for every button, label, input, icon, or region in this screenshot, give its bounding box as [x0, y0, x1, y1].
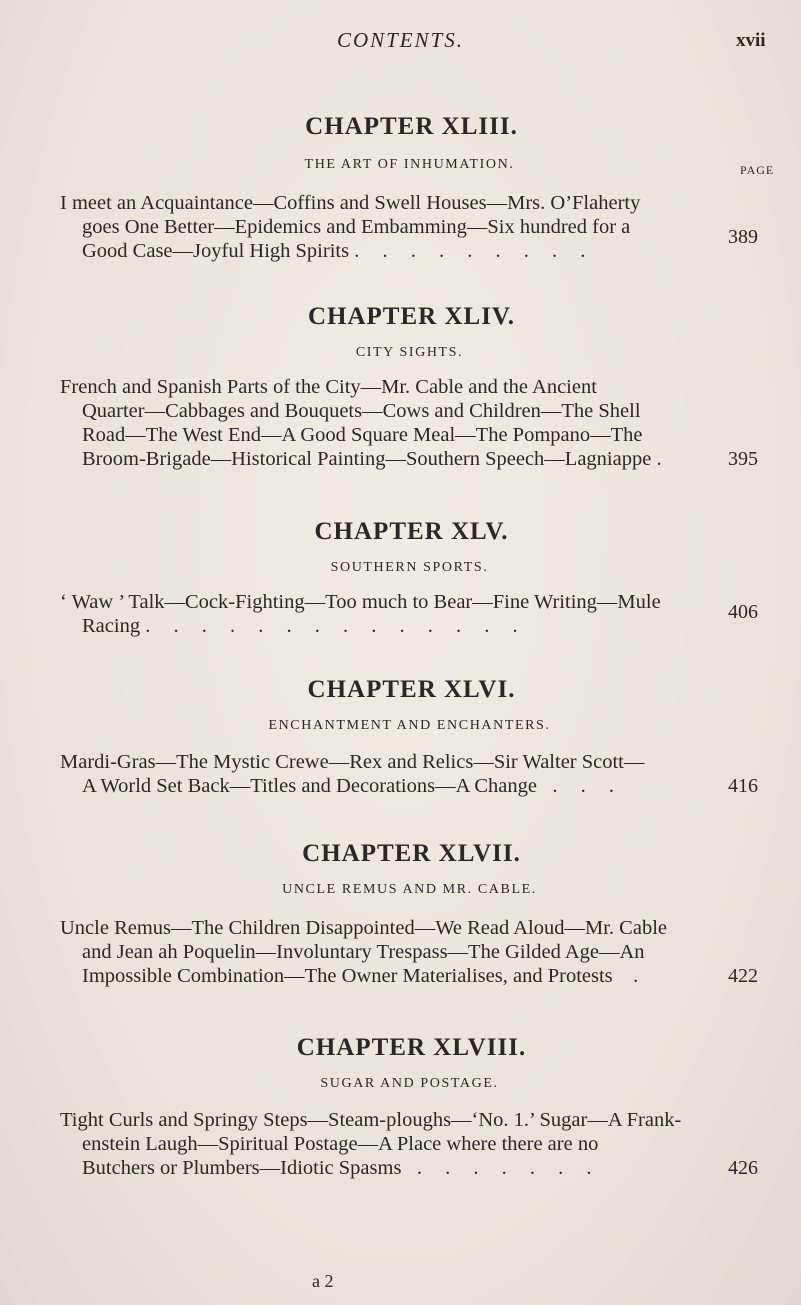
- chapter-46: [0, 676, 801, 798]
- chapter-subtitle: THE ART OF INHUMATION.: [304, 157, 515, 172]
- page-reference: 426: [728, 1157, 758, 1179]
- chapter-47: [0, 840, 801, 988]
- chapter-summary: [60, 916, 758, 988]
- summary-line: goes One Better—Epidemics and Embamming—Six hundred for a: [82, 216, 631, 238]
- summary-line: ‘ Waw ’ Talk—Cock-Fighting—Too much to Bear—Fine Writing—Mule: [60, 591, 661, 613]
- summary-line: Racing . . . . . . . . . . . . . .: [82, 615, 527, 637]
- summary-line: Road—The West End—A Good Square Meal—The Pompano—The: [82, 424, 643, 446]
- leader-dots: . . . . . . . . .: [354, 240, 595, 262]
- chapter-title: CHAPTER XLV.: [314, 518, 509, 545]
- chapter-45: [0, 518, 801, 638]
- chapter-title: CHAPTER XLIV.: [307, 303, 516, 330]
- chapter-title: CHAPTER XLIII.: [305, 113, 518, 140]
- summary-line: Mardi-Gras—The Mystic Crewe—Rex and Relics—Sir Walter Scott—: [60, 751, 645, 773]
- summary-line: A World Set Back—Titles and Decorations—A Change . . .: [82, 775, 624, 797]
- summary-line: I meet an Acquaintance—Coffins and Swell Houses—Mrs. O’Flaherty: [60, 192, 641, 214]
- leader-dots: . . . . . . .: [416, 1157, 601, 1179]
- chapter-title: CHAPTER XLVI.: [307, 676, 516, 703]
- summary-line: and Jean ah Poquelin—Involuntary Trespass—The Gilded Age—An: [82, 941, 645, 963]
- chapter-43: [0, 113, 801, 263]
- chapter-44: [0, 303, 801, 471]
- leader-dots: . . .: [552, 775, 624, 797]
- chapter-subtitle: CITY SIGHTS.: [355, 345, 464, 360]
- chapter-summary: [60, 1108, 758, 1180]
- summary-line: Uncle Remus—The Children Disappointed—We Read Aloud—Mr. Cable: [60, 917, 667, 939]
- page-reference: 416: [728, 775, 758, 797]
- summary-line: Broom-Brigade—Historical Painting—Southern Speech—Lagniappe .: [82, 448, 671, 470]
- page-reference: 389: [728, 226, 758, 248]
- page-number: xvii: [736, 30, 766, 51]
- leader-dots: .: [633, 965, 648, 987]
- chapter-summary: [60, 375, 758, 471]
- chapter-summary: [60, 750, 758, 798]
- running-title: CONTENTS.: [336, 28, 465, 52]
- leader-dots: .: [656, 448, 671, 470]
- page-reference: 395: [728, 448, 758, 470]
- summary-line: Good Case—Joyful High Spirits . . . . . . . . .: [82, 240, 595, 262]
- chapter-48: [0, 1034, 801, 1180]
- page-reference: 406: [728, 601, 758, 623]
- chapter-subtitle: SOUTHERN SPORTS.: [330, 560, 489, 575]
- chapter-title: CHAPTER XLVII.: [302, 840, 521, 867]
- chapter-subtitle: ENCHANTMENT AND ENCHANTERS.: [268, 718, 551, 733]
- summary-line: Quarter—Cabbages and Bouquets—Cows and Children—The Shell: [82, 400, 641, 422]
- chapter-summary: [60, 590, 758, 638]
- chapter-title: CHAPTER XLVIII.: [296, 1034, 527, 1061]
- page-reference: 422: [728, 965, 758, 987]
- summary-line: French and Spanish Parts of the City—Mr. Cable and the Ancient: [60, 376, 597, 398]
- summary-line: Impossible Combination—The Owner Materialises, and Protests .: [82, 965, 648, 987]
- page-column-label: PAGE: [740, 163, 775, 177]
- leader-dots: . . . . . . . . . . . . . .: [145, 615, 527, 637]
- summary-line: enstein Laugh—Spiritual Postage—A Place where there are no: [82, 1133, 599, 1155]
- summary-line: Tight Curls and Springy Steps—Steam-ploughs—‘No. 1.’ Sugar—A Frank-: [60, 1109, 682, 1131]
- signature-mark: a 2: [312, 1271, 334, 1291]
- chapter-subtitle: UNCLE REMUS AND MR. CABLE.: [282, 882, 537, 897]
- chapter-summary: [60, 191, 758, 263]
- summary-line: Butchers or Plumbers—Idiotic Spasms . . . . . . .: [82, 1157, 601, 1179]
- chapter-subtitle: SUGAR AND POSTAGE.: [320, 1076, 499, 1091]
